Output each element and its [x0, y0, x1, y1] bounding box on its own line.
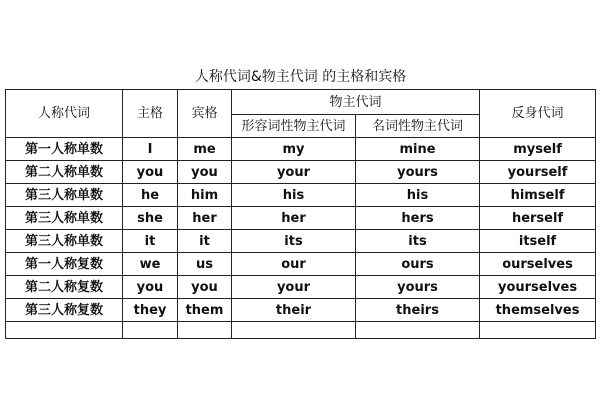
row-reflexive: itself	[480, 230, 596, 253]
table-row	[6, 138, 596, 161]
row-noun-possessive: his	[356, 184, 480, 207]
row-object: you	[178, 161, 232, 184]
row-person: 第二人称单数	[6, 161, 123, 184]
empty-cell	[232, 322, 356, 339]
row-subject: it	[123, 230, 178, 253]
row-object: it	[178, 230, 232, 253]
row-subject: he	[123, 184, 178, 207]
row-noun-possessive: ours	[356, 253, 480, 276]
header-possessive: 物主代词	[232, 90, 480, 115]
table-row	[6, 207, 596, 230]
row-adjective-possessive: his	[232, 184, 356, 207]
table-row	[6, 253, 596, 276]
pronoun-table	[5, 64, 596, 339]
row-person: 第三人称单数	[6, 184, 123, 207]
empty-cell	[178, 322, 232, 339]
row-adjective-possessive: her	[232, 207, 356, 230]
row-adjective-possessive: their	[232, 299, 356, 322]
row-adjective-possessive: your	[232, 276, 356, 299]
empty-cell	[6, 322, 123, 339]
header-adjective-possessive: 形容词性物主代词	[232, 115, 356, 138]
header-person: 人称代词	[6, 90, 123, 138]
row-object: us	[178, 253, 232, 276]
header-noun-possessive: 名词性物主代词	[356, 115, 480, 138]
row-person: 第三人称单数	[6, 207, 123, 230]
header-object: 宾格	[178, 90, 232, 138]
empty-cell	[356, 322, 480, 339]
row-object: them	[178, 299, 232, 322]
empty-cell	[480, 322, 596, 339]
row-person: 第三人称单数	[6, 230, 123, 253]
header-reflexive: 反身代词	[480, 90, 596, 138]
row-noun-possessive: hers	[356, 207, 480, 230]
row-person: 第一人称复数	[6, 253, 123, 276]
row-reflexive: herself	[480, 207, 596, 230]
header-subject: 主格	[123, 90, 178, 138]
row-object: me	[178, 138, 232, 161]
table-row	[6, 161, 596, 184]
row-adjective-possessive: its	[232, 230, 356, 253]
row-person: 第二人称复数	[6, 276, 123, 299]
row-subject: you	[123, 161, 178, 184]
row-adjective-possessive: my	[232, 138, 356, 161]
row-reflexive: themselves	[480, 299, 596, 322]
row-reflexive: himself	[480, 184, 596, 207]
empty-cell	[123, 322, 178, 339]
row-adjective-possessive: your	[232, 161, 356, 184]
row-object: her	[178, 207, 232, 230]
row-noun-possessive: theirs	[356, 299, 480, 322]
table-title: 人称代词&物主代词 的主格和宾格	[6, 64, 596, 90]
empty-row	[6, 322, 596, 339]
table-row	[6, 299, 596, 322]
row-subject: they	[123, 299, 178, 322]
row-reflexive: yourself	[480, 161, 596, 184]
row-reflexive: yourselves	[480, 276, 596, 299]
pronoun-table-sheet	[0, 64, 600, 332]
row-reflexive: myself	[480, 138, 596, 161]
row-adjective-possessive: our	[232, 253, 356, 276]
row-object: you	[178, 276, 232, 299]
row-subject: we	[123, 253, 178, 276]
row-subject: she	[123, 207, 178, 230]
row-noun-possessive: its	[356, 230, 480, 253]
table-row	[6, 230, 596, 253]
table-row	[6, 184, 596, 207]
row-subject: I	[123, 138, 178, 161]
row-subject: you	[123, 276, 178, 299]
row-reflexive: ourselves	[480, 253, 596, 276]
row-object: him	[178, 184, 232, 207]
row-noun-possessive: mine	[356, 138, 480, 161]
table-row	[6, 276, 596, 299]
row-person: 第一人称单数	[6, 138, 123, 161]
row-noun-possessive: yours	[356, 161, 480, 184]
row-person: 第三人称复数	[6, 299, 123, 322]
row-noun-possessive: yours	[356, 276, 480, 299]
